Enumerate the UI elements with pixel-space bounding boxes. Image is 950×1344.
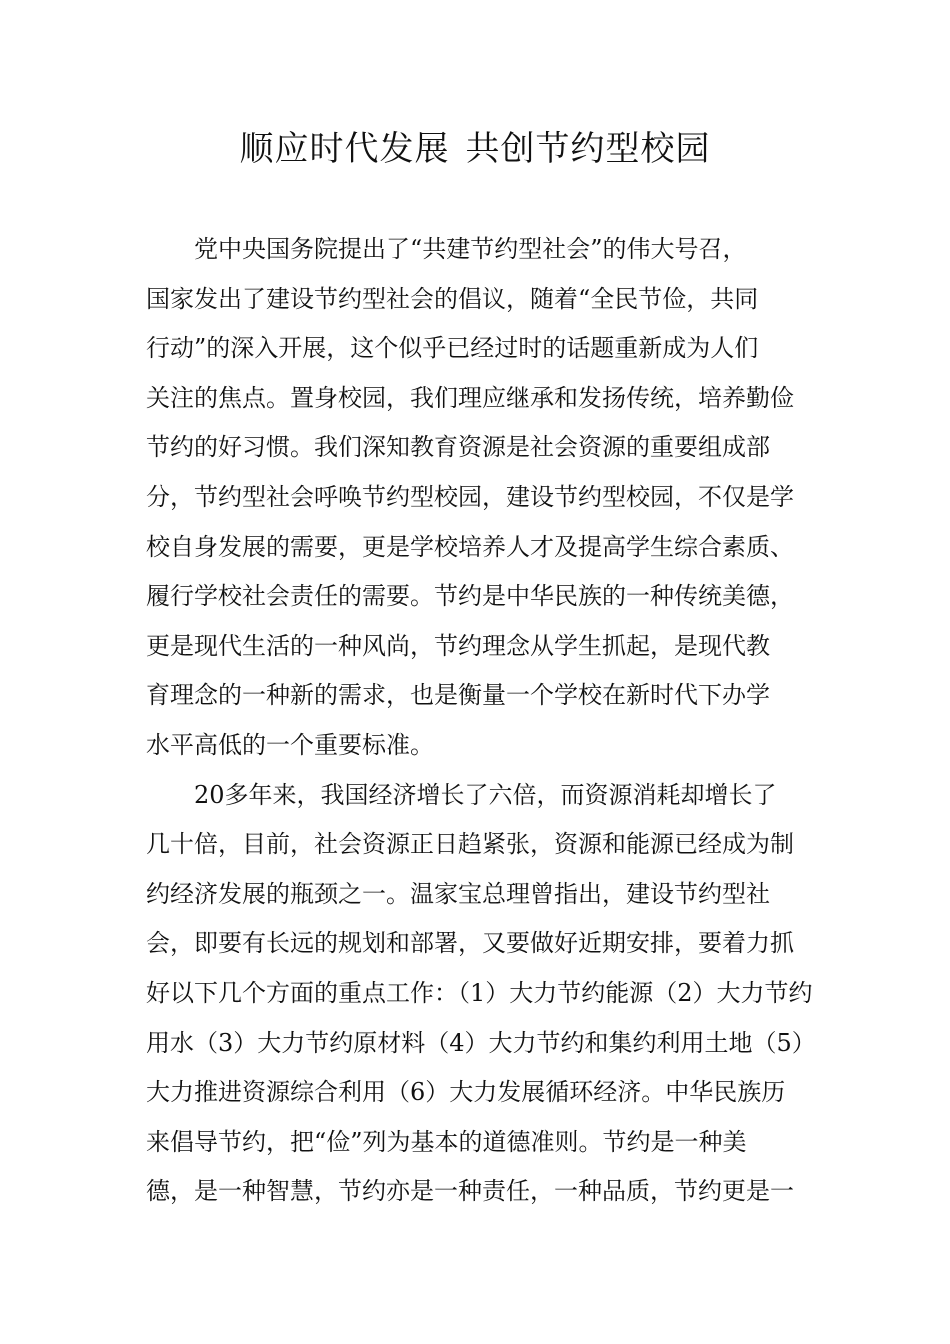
document-title	[0, 124, 950, 174]
text-line: 履行学校社会责任的需要。节约是中华民族的一种传统美德，	[146, 582, 794, 611]
paragraph-2	[146, 771, 816, 1217]
text-line: 更是现代生活的一种风尚，节约理念从学生抓起，是现代教	[146, 631, 770, 660]
text-line: 德，是一种智慧，节约亦是一种责任，一种品质，节约更是一	[146, 1177, 794, 1206]
text-line: 行动”的深入开展，这个似乎已经过时的话题重新成为人们	[146, 334, 759, 363]
text-line: 来倡导节约，把“俭”列为基本的道德准则。节约是一种美	[146, 1127, 747, 1156]
text-line: 节约的好习惯。我们深知教育资源是社会资源的重要组成部	[146, 433, 770, 462]
title-part-1: 顺应时代发展	[239, 129, 450, 169]
text-line: 党中央国务院提出了“共建节约型社会”的伟大号召，	[194, 235, 747, 263]
text-line: 会，即要有长远的规划和部署，又要做好近期安排，要着力抓	[146, 929, 794, 958]
document-body	[146, 225, 816, 1217]
text-line: 关注的焦点。置身校园，我们理应继承和发扬传统，培养勤俭	[146, 383, 794, 412]
title-part-2: 共创节约型校园	[465, 129, 711, 169]
text-line: 约经济发展的瓶颈之一。温家宝总理曾指出，建设节约型社	[146, 879, 770, 908]
text-line: 好以下几个方面的重点工作：（1）大力节约能源（2）大力节约	[146, 978, 813, 1007]
text-line: 用水（3）大力节约原材料（4）大力节约和集约利用土地（5）	[146, 1028, 816, 1057]
text-line: 几十倍，目前，社会资源正日趋紧张，资源和能源已经成为制	[146, 830, 794, 859]
text-line: 分，节约型社会呼唤节约型校园，建设节约型校园，不仅是学	[146, 482, 794, 511]
text-line: 国家发出了建设节约型社会的倡议，随着“全民节俭，共同	[146, 284, 759, 313]
text-line: 20多年来，我国经济增长了六倍，而资源消耗却增长了	[194, 780, 777, 809]
paragraph-1	[146, 225, 816, 771]
text-line: 水平高低的一个重要标准。	[146, 730, 434, 759]
text-line: 大力推进资源综合利用（6）大力发展循环经济。中华民族历	[146, 1078, 786, 1107]
text-line: 育理念的一种新的需求，也是衡量一个学校在新时代下办学	[146, 681, 770, 710]
text-line: 校自身发展的需要，更是学校培养人才及提高学生综合素质、	[146, 532, 794, 561]
